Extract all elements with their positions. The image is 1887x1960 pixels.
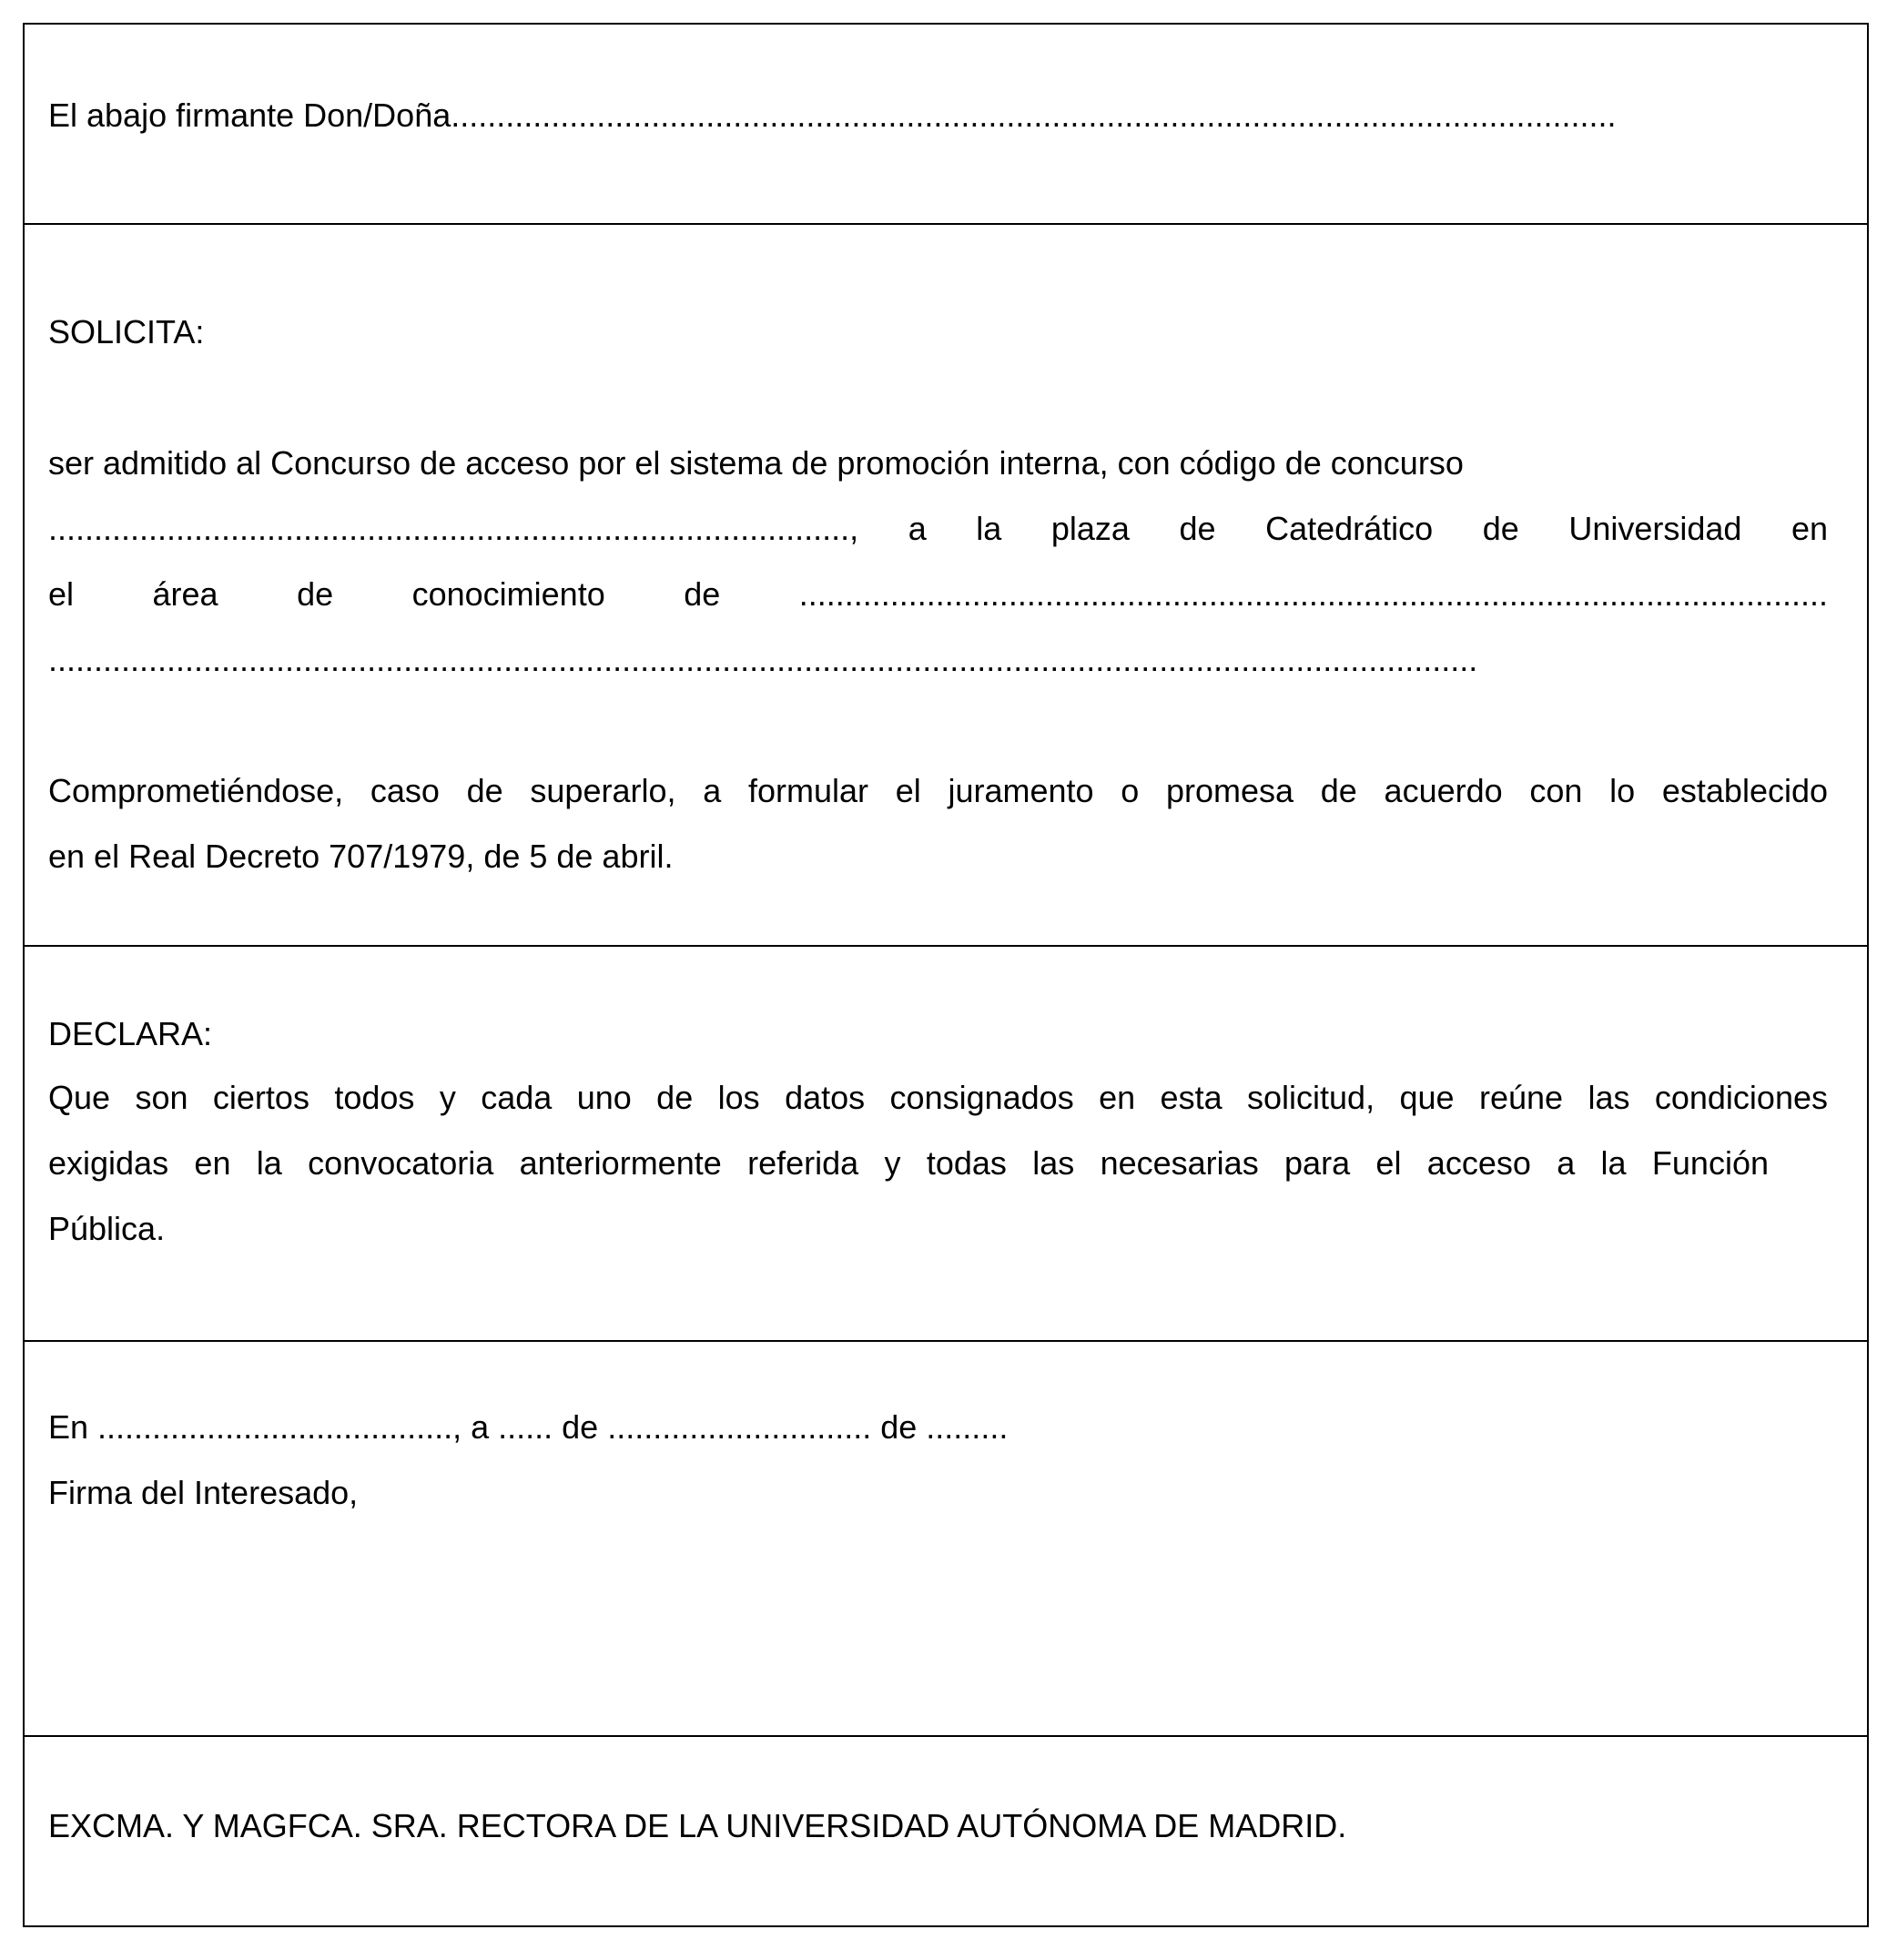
solicita-heading: SOLICITA:	[48, 313, 205, 350]
applicant-name-line: El abajo firmante Don/Doña................................................................................................................................	[48, 96, 1617, 134]
solicita-commitment-line-2: en el Real Decreto 707/1979, de 5 de abril.	[48, 838, 674, 875]
solicita-area-continuation-line: .............................................................................................................................................................	[48, 641, 1478, 678]
signature-place-date-line: En ......................................., a ...... de ............................. de .........	[48, 1408, 1009, 1446]
declara-text-line-3: Pública.	[48, 1210, 166, 1247]
applicant-section	[25, 25, 1867, 223]
declara-text-line-1: Que son ciertos todos y cada uno de los datos consignados en esta solicitud, que reúne las condiciones	[48, 1079, 1828, 1116]
solicita-section	[25, 223, 1867, 945]
signature-section	[25, 1340, 1867, 1735]
solicita-code-line: ........................................................................................, a la plaza de Catedrático de Universidad en	[48, 510, 1828, 547]
declara-heading: DECLARA:	[48, 1015, 213, 1052]
solicita-text-line-1: ser admitido al Concurso de acceso por el sistema de promoción interna, con código de concurso	[48, 444, 1464, 482]
declara-section	[25, 945, 1867, 1340]
solicita-commitment-line-1: Comprometiéndose, caso de superarlo, a formular el juramento o promesa de acuerdo con lo establecido	[48, 772, 1828, 809]
declara-text-line-2: exigidas en la convocatoria anteriormente referida y todas las necesarias para el acceso a la Función	[48, 1144, 1769, 1182]
application-form	[23, 23, 1869, 1927]
addressee-line: EXCMA. Y MAGFCA. SRA. RECTORA DE LA UNIVERSIDAD AUTÓNOMA DE MADRID.	[48, 1807, 1347, 1844]
solicita-area-line: el área de conocimiento de .................................................................................................................	[48, 575, 1828, 613]
addressee-section	[25, 1735, 1867, 1925]
signature-label: Firma del Interesado,	[48, 1474, 359, 1511]
